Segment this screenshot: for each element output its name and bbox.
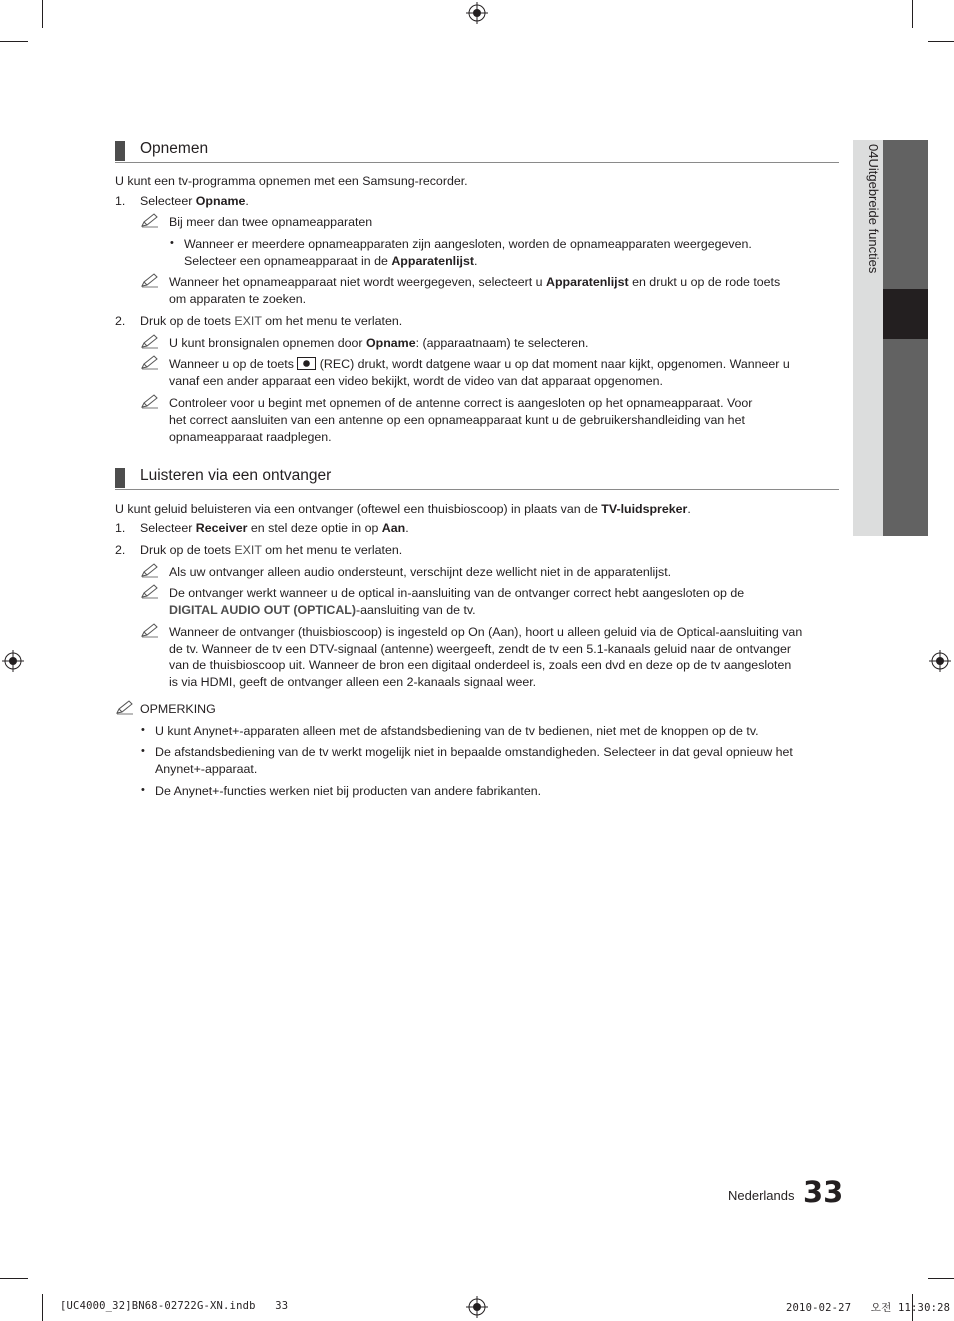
crop-mark [0,41,28,42]
bullet-text: De Anynet+-functies werken niet bij producten van andere fabrikanten. [155,784,542,798]
print-slug-file: [UC4000_32]BN68-02722G-XN.indb 33 [60,1300,289,1312]
chapter-number: 04 [866,144,881,159]
note-pencil-icon [140,333,160,349]
bullet-text: Selecteer een opnameapparaat in de Apparatenlijst. [184,254,478,268]
note-text: opnameapparaat raadplegen. [169,430,332,444]
note-pencil-icon [115,699,135,715]
note-text: Wanneer het opnameapparaat niet wordt weergegeven, selecteert u Apparatenlijst en drukt u op de rode toets [169,275,781,289]
bullet-icon: • [141,784,145,796]
section-title: Opnemen [140,140,209,157]
note-text: Wanneer u op de toets (REC) drukt, wordt datgene waar u op dat moment naar kijkt, opgenomen. Wanneer u [169,357,790,371]
section-heading-opnemen [115,140,839,163]
page-number: 33 [803,1175,844,1209]
step-text: Selecteer Receiver en stel deze optie in op Aan. [140,521,409,535]
remark-title: OPMERKING [140,702,216,716]
bullet-text: U kunt Anynet+-apparaten alleen met de afstandsbediening van de tv bedienen, niet met de knoppen op de tv. [155,724,759,738]
registration-mark-icon [2,650,24,672]
footer-language: Nederlands [728,1188,795,1203]
note-text: de tv. Wanneer de tv een DTV-signaal (antenne) weergeeft, zendt de tv een 5.1-kanaals geluid naar de ontvanger [169,642,791,656]
bullet-icon: • [141,724,145,736]
note-text: U kunt bronsignalen opnemen door Opname: (apparaatnaam) te selecteren. [169,336,589,350]
section-title: Luisteren via een ontvanger [140,467,332,484]
step-text: Druk op de toets EXIT om het menu te verlaten. [140,543,403,557]
bullet-text: De afstandsbediening van de tv werkt mogelijk niet in bepaalde omstandigheden. Selecteer in dat geval opnieuw het [155,745,793,759]
note-text: Wanneer de ontvanger (thuisbioscoop) is ingesteld op On (Aan), hoort u alleen geluid via de Optical-aansluiting van [169,625,803,639]
rec-button-icon [297,357,316,370]
note-pencil-icon [140,272,160,288]
registration-mark-icon [466,2,488,24]
step-number: 1. [115,521,126,535]
section-heading-luisteren [115,467,839,490]
crop-mark [928,1278,954,1279]
section-bar [115,468,125,488]
side-tab-active-marker [883,289,928,339]
note-text: om apparaten te zoeken. [169,292,307,306]
note-text: De ontvanger werkt wanneer u de optical in-aansluiting van de ontvanger correct hebt aangesloten op de [169,586,745,600]
print-slug-date: 2010-02-27 오전 11:30:28 [786,1302,951,1314]
step-number: 2. [115,543,126,557]
note-text: Bij meer dan twee opnameapparaten [169,215,373,229]
bullet-icon: • [170,237,174,249]
note-text: Als uw ontvanger alleen audio ondersteunt, verschijnt deze wellicht niet in de apparatenlijst. [169,565,672,579]
bullet-icon: • [141,745,145,757]
note-pencil-icon [140,212,160,228]
side-tab-label [857,144,881,524]
note-text: DIGITAL AUDIO OUT (OPTICAL)-aansluiting van de tv. [169,603,476,617]
note-pencil-icon [140,354,160,370]
crop-mark [0,1278,28,1279]
chapter-title: Uitgebreide functies [866,158,881,274]
bullet-text: Wanneer er meerdere opnameapparaten zijn aangesloten, worden de opnameapparaten weergegeven. [184,237,752,251]
note-text: vanaf een ander apparaat een video bekijkt, wordt de video van dat apparaat opgenomen. [169,374,663,388]
bullet-text: Anynet+-apparaat. [155,762,258,776]
step-text: Druk op de toets EXIT om het menu te verlaten. [140,314,403,328]
crop-mark [912,0,913,28]
crop-mark [42,0,43,28]
step-text: Selecteer Opname. [140,194,249,208]
note-text: van de thuisbioscoop uit. Wanneer de bron een digitaal onderdeel is, zoals een dvd en deze op de tv aangesloten [169,658,792,672]
registration-mark-icon [929,650,951,672]
note-pencil-icon [140,562,160,578]
note-text: het correct aansluiten van een antenne op een opnameapparaat kunt u de gebruikershandleiding van het [169,413,745,427]
section-intro: U kunt een tv-programma opnemen met een Samsung-recorder. [115,174,468,188]
note-pencil-icon [140,583,160,599]
section-intro: U kunt geluid beluisteren via een ontvanger (oftewel een thuisbioscoop) in plaats van de TV-luidspreker. [115,502,691,516]
registration-mark-icon [466,1296,488,1318]
note-pencil-icon [140,393,160,409]
note-text: Controleer voor u begint met opnemen of de antenne correct is aangesloten op het opnameapparaat. Voor [169,396,753,410]
step-number: 1. [115,194,126,208]
note-text: is via HDMI, geeft de ontvanger alleen een 2-kanaals signaal weer. [169,675,537,689]
crop-mark [42,1294,43,1321]
note-pencil-icon [140,622,160,638]
section-bar [115,141,125,161]
step-number: 2. [115,314,126,328]
crop-mark [928,41,954,42]
